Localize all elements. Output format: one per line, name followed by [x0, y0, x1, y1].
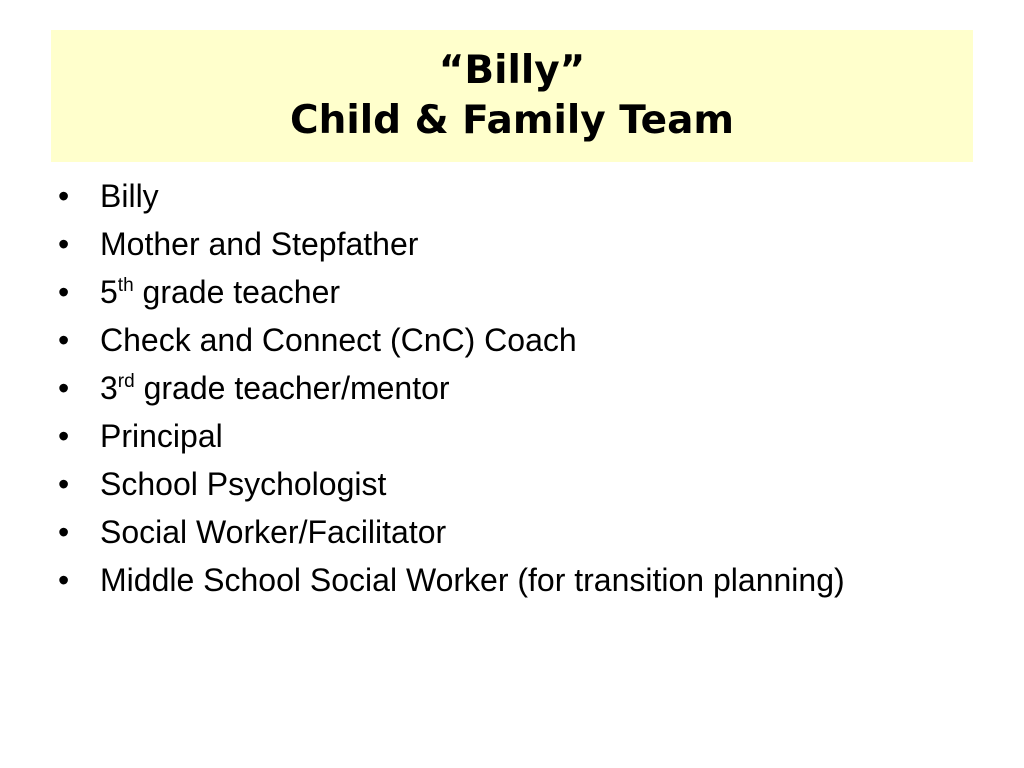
team-member-list	[58, 178, 958, 610]
list-item	[58, 178, 958, 215]
list-item	[58, 226, 958, 263]
title-line-1: “Billy”	[438, 48, 586, 93]
list-item	[58, 514, 958, 551]
list-item	[58, 562, 958, 599]
list-item	[58, 466, 958, 503]
list-item-text: Social Worker/Facilitator	[100, 514, 447, 550]
list-item	[58, 370, 958, 407]
list-item-text: Mother and Stepfather	[100, 226, 419, 262]
bullet-icon: •	[58, 466, 70, 502]
bullet-icon: •	[58, 514, 70, 550]
list-item-text: Billy	[100, 178, 159, 214]
title-line-2: Child & Family Team	[289, 98, 735, 143]
ordinal-suffix: rd	[117, 371, 135, 392]
bullet-icon: •	[58, 418, 70, 454]
bullet-icon: •	[58, 274, 70, 310]
bullet-icon: •	[58, 562, 70, 598]
list-item	[58, 322, 958, 359]
list-item	[58, 274, 958, 311]
list-item-text: grade teacher/mentor	[134, 370, 450, 406]
list-item-number: 5	[100, 274, 118, 310]
bullet-icon: •	[58, 178, 70, 214]
bullet-icon: •	[58, 370, 70, 406]
list-item-text: Middle School Social Worker (for transition planning)	[100, 562, 845, 598]
bullet-icon: •	[58, 226, 70, 262]
list-item-text: School Psychologist	[100, 466, 387, 502]
list-item-text: Principal	[100, 418, 223, 454]
title-box	[51, 30, 973, 162]
list-item	[58, 418, 958, 455]
ordinal-suffix: th	[117, 275, 134, 296]
list-item-text: Check and Connect (CnC) Coach	[100, 322, 577, 358]
list-item-text: grade teacher	[133, 274, 341, 310]
bullet-icon: •	[58, 322, 70, 358]
list-item-number: 3	[100, 370, 118, 406]
